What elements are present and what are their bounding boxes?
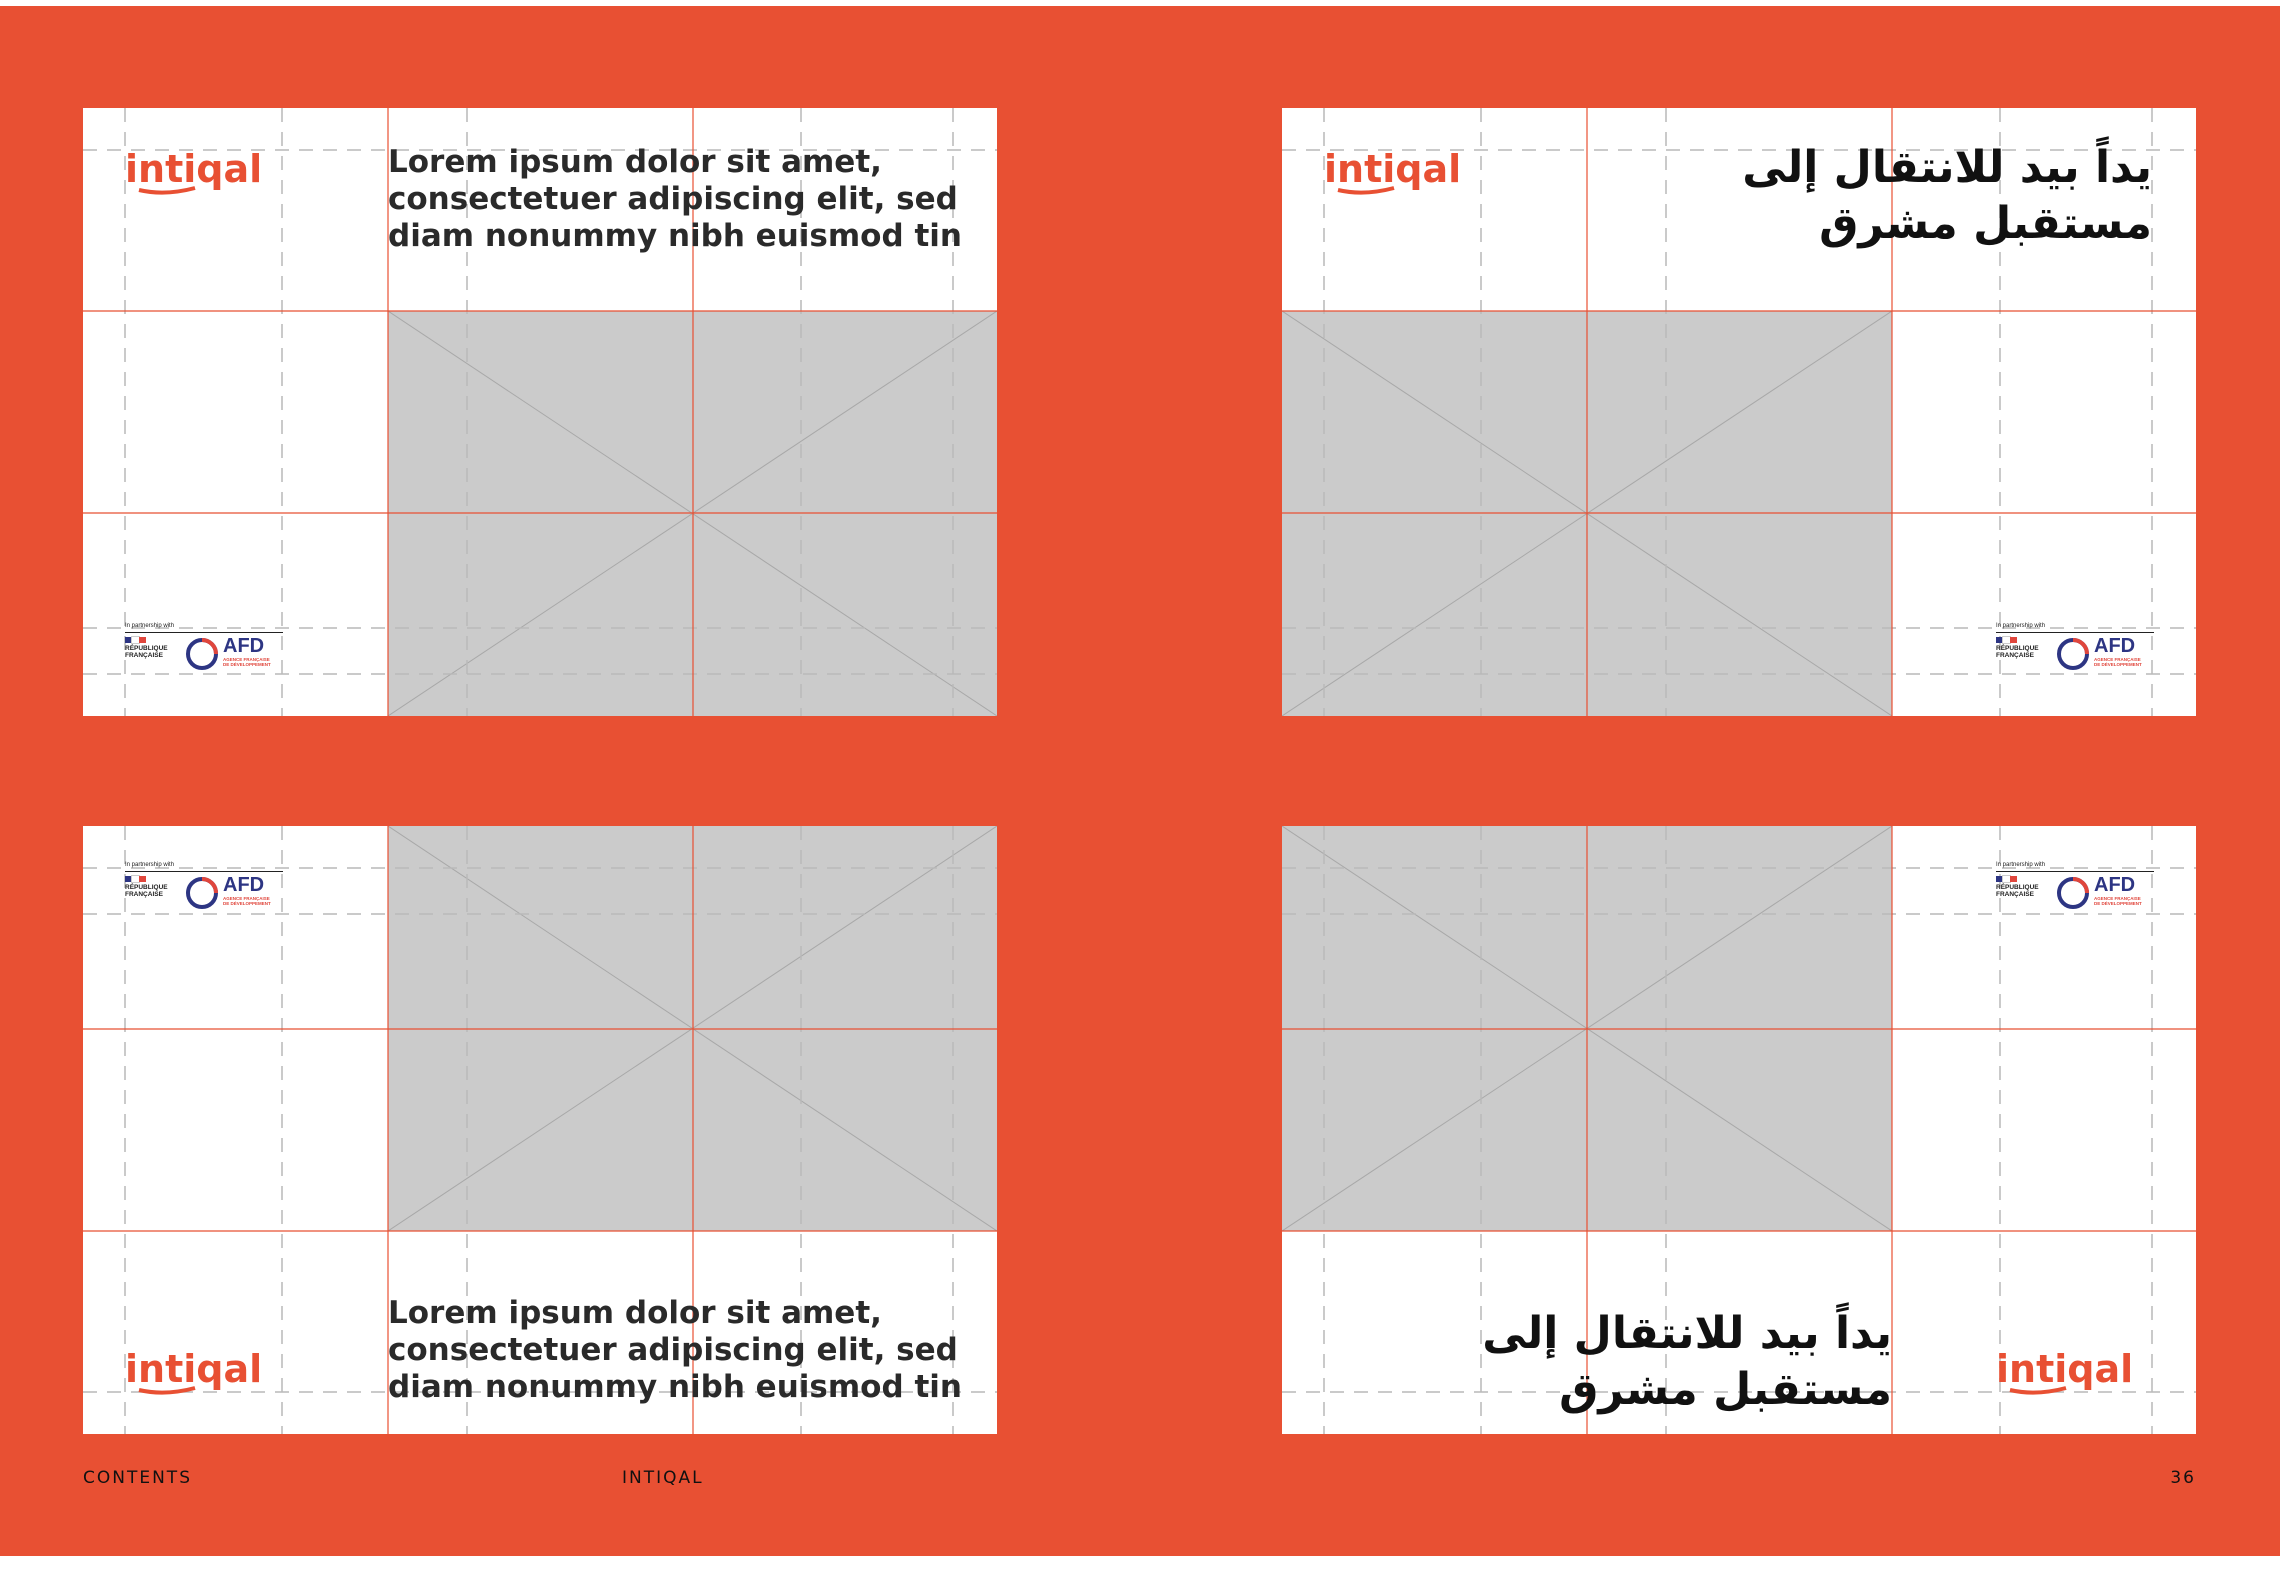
france-flag-icon [125,876,147,882]
partner-caption: In partnership with [1996,623,2046,629]
afd-subtitle: AGENCE FRANÇAISE DE DÉVELOPPEMENT [2094,896,2142,906]
headline-english [388,144,962,255]
republique-francaise-label: RÉPUBLIQUE FRANÇAISE [1996,645,2039,659]
afd-ring-icon [185,876,219,910]
afd-label: AFD [223,635,265,657]
divider [1996,871,2154,872]
divider [125,632,283,633]
partner-logos [1996,862,2154,912]
headline-line: مستقبل مشرق [1559,1364,1892,1415]
page-number: 36 [2170,1468,2196,1488]
afd-ring-icon [185,637,219,671]
headline-arabic [1742,140,2152,252]
partner-caption: In partnership with [1996,862,2046,868]
partner-logos [125,623,283,673]
headline-line: مستقبل مشرق [1819,198,2152,249]
image-placeholder [388,311,997,716]
headline-line: consectetuer adipiscing elit, sed [388,181,958,217]
partner-logos [1996,623,2154,673]
france-flag-icon [125,637,147,643]
afd-subtitle: AGENCE FRANÇAISE DE DÉVELOPPEMENT [2094,657,2142,667]
svg-text:intiqal: intiqal [1996,1347,2134,1391]
partner-logos [125,862,283,912]
headline-english [388,1295,962,1406]
intiqal-logo [1996,1344,2156,1400]
image-placeholder [388,826,997,1231]
partner-caption: In partnership with [125,623,175,629]
intiqal-logo [1324,144,1484,200]
afd-label: AFD [2094,874,2136,896]
intiqal-logo [125,144,285,200]
afd-ring-icon [2056,637,2090,671]
headline-arabic [1482,1306,1892,1418]
divider [1996,632,2154,633]
headline-line: diam nonummy nibh euismod tin [388,1369,962,1405]
headline-line: diam nonummy nibh euismod tin [388,218,962,254]
headline-line: Lorem ipsum dolor sit amet, [388,144,882,180]
partner-caption: In partnership with [125,862,175,868]
afd-ring-icon [2056,876,2090,910]
page-background [0,6,2280,1556]
republique-francaise-label: RÉPUBLIQUE FRANÇAISE [1996,884,2039,898]
afd-label: AFD [2094,635,2136,657]
republique-francaise-label: RÉPUBLIQUE FRANÇAISE [125,645,168,659]
layout-arabic-top-text [1282,108,2196,716]
layout-arabic-bottom-text [1282,826,2196,1434]
headline-line: Lorem ipsum dolor sit amet, [388,1295,882,1331]
footer-contents-link[interactable]: CONTENTS [83,1468,192,1488]
afd-subtitle: AGENCE FRANÇAISE DE DÉVELOPPEMENT [223,896,271,906]
image-placeholder [1282,826,1892,1231]
layout-english-bottom-text [83,826,997,1434]
footer-section-title: INTIQAL [622,1468,704,1488]
afd-subtitle: AGENCE FRANÇAISE DE DÉVELOPPEMENT [223,657,271,667]
svg-text:intiqal: intiqal [125,1347,263,1391]
svg-text:intiqal: intiqal [125,147,263,191]
divider [125,871,283,872]
afd-label: AFD [223,874,265,896]
svg-text:intiqal: intiqal [1324,147,1462,191]
france-flag-icon [1996,637,2018,643]
headline-line: consectetuer adipiscing elit, sed [388,1332,958,1368]
france-flag-icon [1996,876,2018,882]
republique-francaise-label: RÉPUBLIQUE FRANÇAISE [125,884,168,898]
intiqal-logo [125,1344,285,1400]
image-placeholder [1282,311,1892,716]
headline-line: يداً بيد للانتقال إلى [1482,1308,1892,1359]
layout-english-top-text [83,108,997,716]
headline-line: يداً بيد للانتقال إلى [1742,142,2152,193]
